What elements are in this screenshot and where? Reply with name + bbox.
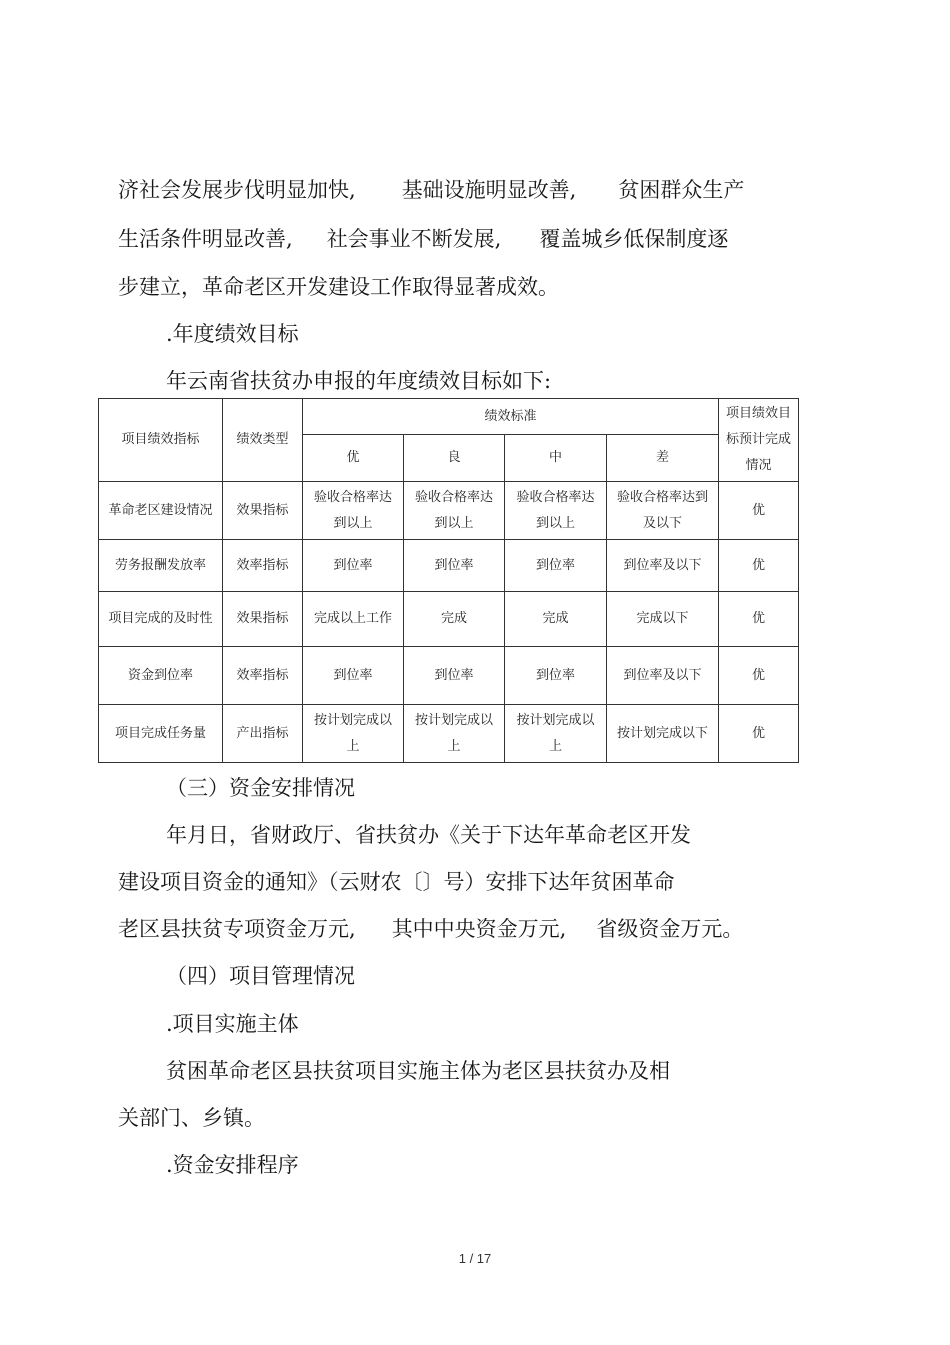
paragraph-line: 步建立，革命老区开发建设工作取得显著成效。 <box>118 275 559 299</box>
table-row <box>99 540 799 592</box>
header-type: 绩效类型 <box>223 399 303 482</box>
cell-expected: 优 <box>719 592 799 647</box>
cell-expected: 优 <box>719 705 799 763</box>
cell-poor: 完成以下 <box>607 592 719 647</box>
performance-table <box>98 398 799 763</box>
cell-excellent: 验收合格率达到以上 <box>303 482 404 540</box>
cell-type: 效果指标 <box>223 482 303 540</box>
section-heading: .项目实施主体 <box>166 1012 299 1036</box>
text-segment: 生活条件明显改善, <box>118 227 293 251</box>
cell-type: 效率指标 <box>223 540 303 592</box>
cell-medium: 到位率 <box>505 647 607 705</box>
cell-poor: 到位率及以下 <box>607 540 719 592</box>
cell-type: 效果指标 <box>223 592 303 647</box>
text-segment: 贫困群众生产 <box>618 178 745 202</box>
paragraph-line: 贫困革命老区县扶贫项目实施主体为老区县扶贫办及相 <box>166 1059 670 1083</box>
cell-good: 按计划完成以上 <box>404 705 505 763</box>
cell-medium: 按计划完成以上 <box>505 705 607 763</box>
text-segment: 其中中央资金万元, <box>391 917 567 941</box>
text-segment: 老区县扶贫专项资金万元, <box>118 917 356 941</box>
table-row <box>99 482 799 540</box>
cell-excellent: 完成以上工作 <box>303 592 404 647</box>
page-number: 1 / 17 <box>458 1251 492 1266</box>
text-segment: 省级资金万元。 <box>596 917 744 941</box>
cell-medium: 到位率 <box>505 540 607 592</box>
header-standard: 绩效标准 <box>303 399 719 435</box>
paragraph-line: 年月日，省财政厅、省扶贫办《关于下达年革命老区开发 <box>166 823 691 847</box>
cell-medium: 完成 <box>505 592 607 647</box>
section-heading: （三）资金安排情况 <box>166 776 355 800</box>
header-medium: 中 <box>505 435 607 482</box>
cell-good: 验收合格率达到以上 <box>404 482 505 540</box>
cell-indicator: 项目完成任务量 <box>99 705 223 763</box>
cell-excellent: 到位率 <box>303 647 404 705</box>
section-heading: .年度绩效目标 <box>166 322 299 346</box>
cell-expected: 优 <box>719 540 799 592</box>
cell-good: 完成 <box>404 592 505 647</box>
cell-indicator: 革命老区建设情况 <box>99 482 223 540</box>
cell-expected: 优 <box>719 482 799 540</box>
text-segment: 济社会发展步伐明显加快, <box>118 178 356 202</box>
cell-type: 产出指标 <box>223 705 303 763</box>
header-good: 良 <box>404 435 505 482</box>
paragraph-line: 年云南省扶贫办申报的年度绩效目标如下: <box>166 369 552 393</box>
cell-type: 效率指标 <box>223 647 303 705</box>
table-row <box>99 592 799 647</box>
table-row <box>99 705 799 763</box>
paragraph-line <box>118 226 728 252</box>
cell-medium: 验收合格率达到以上 <box>505 482 607 540</box>
section-heading: （四）项目管理情况 <box>166 964 355 988</box>
section-heading: .资金安排程序 <box>166 1153 299 1177</box>
header-indicator: 项目绩效指标 <box>99 399 223 482</box>
cell-indicator: 劳务报酬发放率 <box>99 540 223 592</box>
cell-poor: 验收合格率达到及以下 <box>607 482 719 540</box>
table-row <box>99 647 799 705</box>
paragraph-line <box>118 177 744 203</box>
cell-excellent: 到位率 <box>303 540 404 592</box>
text-segment: 覆盖城乡低保制度逐 <box>539 227 729 251</box>
cell-poor: 到位率及以下 <box>607 647 719 705</box>
text-segment: 社会事业不断发展, <box>326 227 502 251</box>
paragraph-line: 关部门、乡镇。 <box>118 1106 265 1130</box>
header-excellent: 优 <box>303 435 404 482</box>
header-poor: 差 <box>607 435 719 482</box>
text-segment: 基础设施明显改善, <box>401 178 577 202</box>
cell-good: 到位率 <box>404 540 505 592</box>
cell-poor: 按计划完成以下 <box>607 705 719 763</box>
cell-expected: 优 <box>719 647 799 705</box>
cell-good: 到位率 <box>404 647 505 705</box>
cell-excellent: 按计划完成以上 <box>303 705 404 763</box>
cell-indicator: 项目完成的及时性 <box>99 592 223 647</box>
paragraph-line: 建设项目资金的通知》（云财农〔〕号）安排下达年贫困革命 <box>118 870 675 894</box>
paragraph-line <box>118 916 743 942</box>
header-expected: 项目绩效目标预计完成情况 <box>719 399 799 482</box>
cell-indicator: 资金到位率 <box>99 647 223 705</box>
